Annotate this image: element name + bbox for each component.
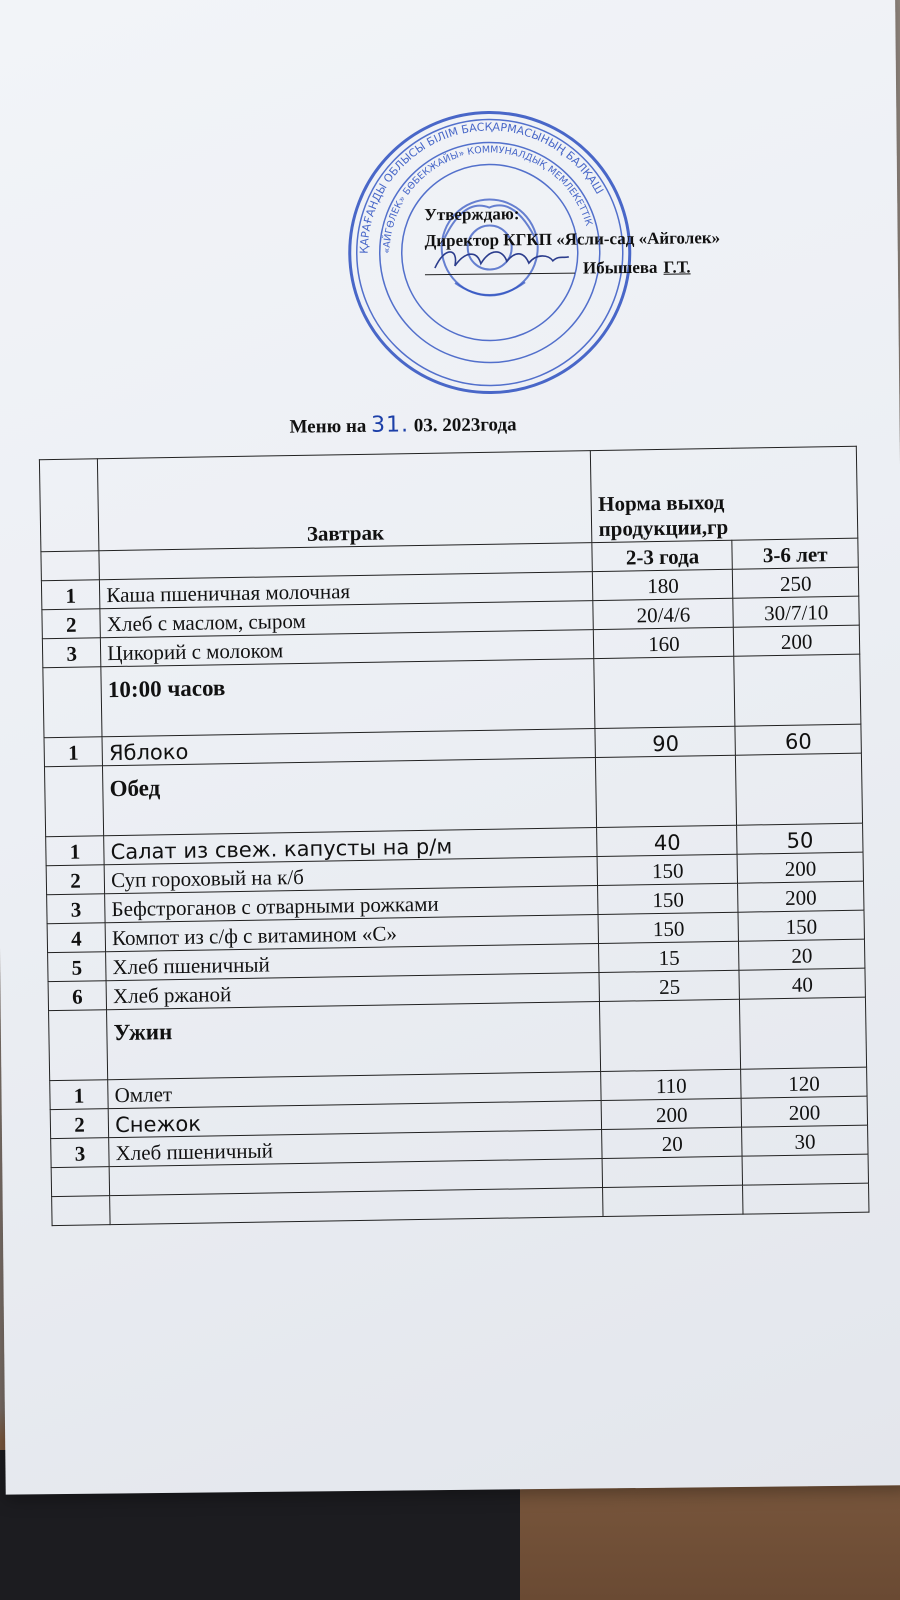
meal-header: Завтрак (98, 451, 593, 551)
approval-heading: Утверждаю: (424, 204, 520, 225)
table-row: 6 Хлеб ржаной 25 40 (48, 968, 865, 1011)
signature-row (425, 251, 721, 283)
section-row-snack (43, 654, 861, 738)
title-day: 31. (370, 412, 410, 438)
table-row: 2 Хлеб с маслом, сыром 20/4/6 30/7/10 (42, 596, 859, 639)
signatory-name: Ибышева (582, 257, 658, 278)
table-row: 4 Компот из с/ф с витамином «С» 150 150 (47, 910, 864, 953)
table-row: 1 Каша пшеничная молочная 180 250 (41, 567, 858, 610)
section-title: Ужин (107, 1002, 601, 1080)
table-row: 1 Омлет 110 120 (50, 1067, 867, 1110)
section-title: 10:00 часов (101, 659, 595, 737)
menu-table (39, 446, 870, 1226)
approval-block (424, 199, 720, 283)
handwritten-signature (425, 243, 575, 275)
title-month: 03 (413, 415, 433, 437)
age-group-2: 3-6 лет (732, 538, 858, 569)
title-suffix: . 2023года (432, 414, 517, 437)
seal-outer-text: ҚАРАҒАНДЫ ОБЛЫСЫ БІЛІМ БАСҚАРМАСЫНЫҢ БАЛҚАШ (357, 120, 607, 254)
table-row: 1 Яблоко 90 60 (44, 724, 861, 767)
table-row: 5 Хлеб пшеничный 15 20 (48, 939, 865, 982)
seal-inner-text: «АЙГӨЛЕК» БӨБЕКЖАЙЫ» КОММУНАЛДЫҚ МЕМЛЕКЕТТІК (381, 144, 594, 254)
page-title (289, 411, 516, 438)
title-prefix: Меню на (289, 415, 367, 438)
header-row (39, 446, 857, 552)
signature-line (425, 253, 575, 276)
section-title: Обед (103, 758, 597, 836)
section-row-lunch (44, 753, 862, 837)
table-row: 3 Цикорий с молоком 160 200 (42, 625, 859, 668)
table-row: 3 Бефстроганов с отварными рожками 150 200 (47, 881, 864, 924)
table-row: 2 Снежок 200 200 (50, 1096, 867, 1139)
table-row: 1 Салат из свеж. капусты на р/м 40 50 (46, 823, 863, 866)
age-group-1: 2-3 года (592, 540, 732, 571)
table-row: 3 Хлеб пшеничный 20 30 (51, 1125, 868, 1168)
norm-header: Норма выход продукции,гр (591, 446, 858, 542)
table-row: 2 Суп гороховый на к/б 150 200 (46, 852, 863, 895)
section-row-dinner (49, 997, 867, 1081)
approval-director-line: Директор КГКП «Ясли-сад «Айголек» (424, 228, 721, 251)
signatory-initials: Г.Т. (663, 257, 691, 277)
